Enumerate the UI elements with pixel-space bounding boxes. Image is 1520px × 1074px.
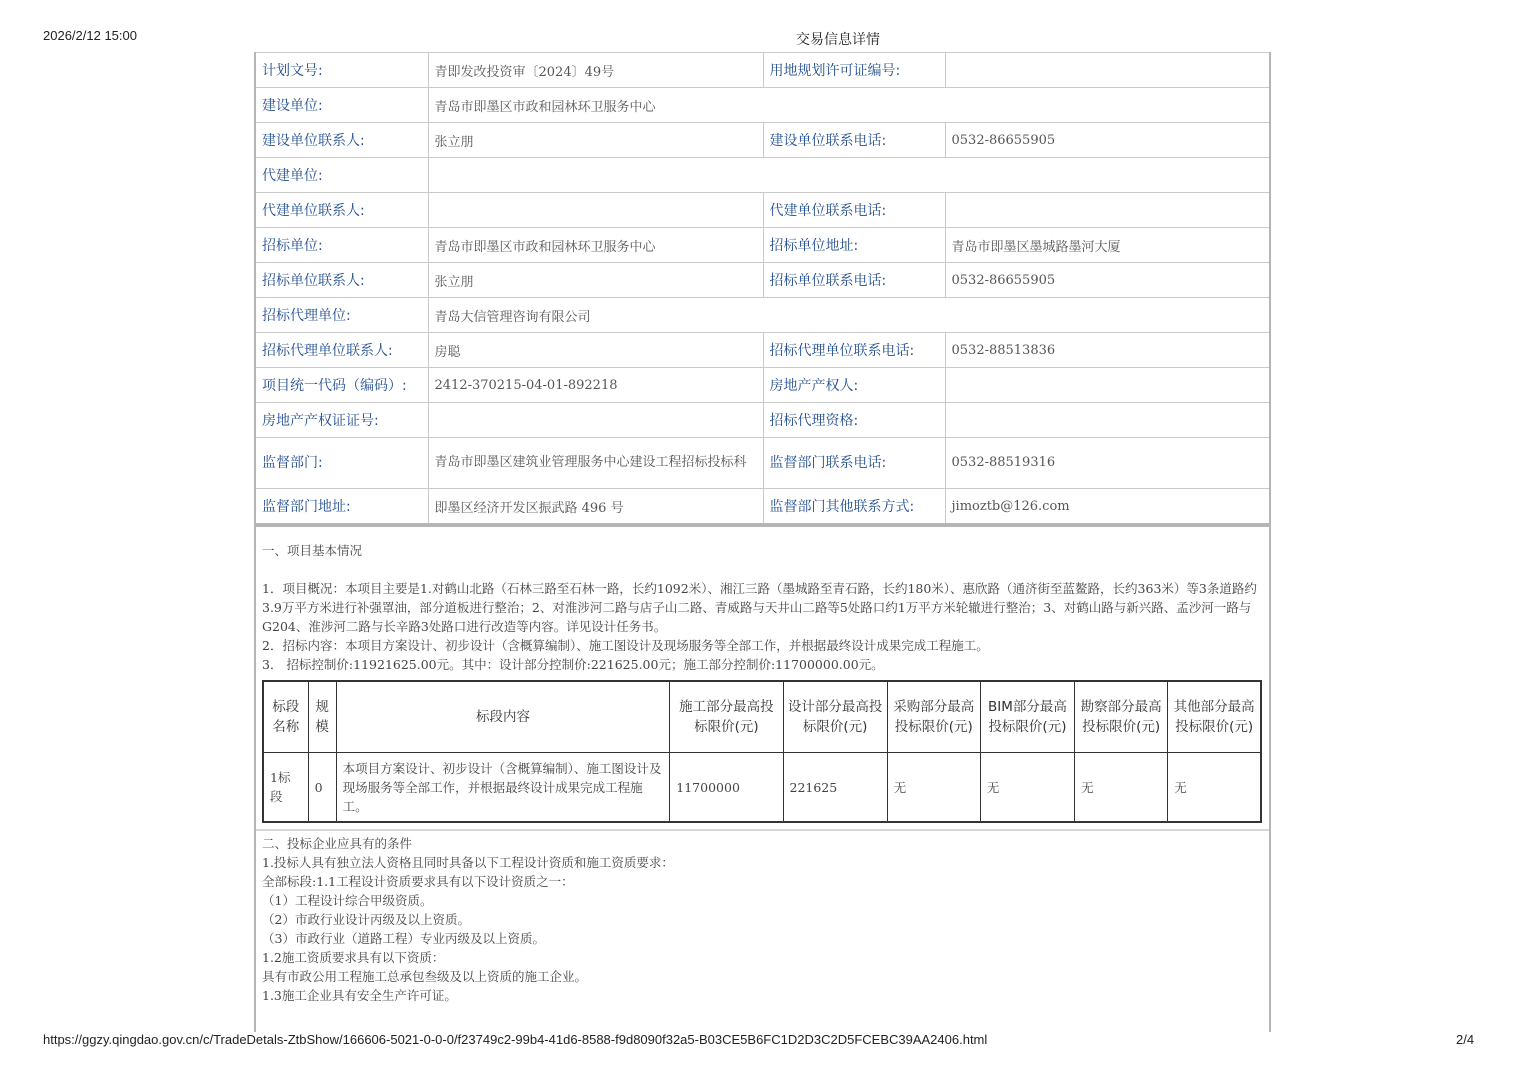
agency-contact-value: 房聪 <box>428 333 763 368</box>
info-table <box>256 52 1269 527</box>
supervisor-other-value: jimoztb@126.com <box>945 489 1269 526</box>
section-bidder-requirements <box>256 831 1269 1005</box>
info-row <box>256 53 1269 88</box>
supervisor-other-label: 监督部门其他联系方式: <box>763 489 945 526</box>
bid-cell-survey-limit: 无 <box>1075 753 1168 823</box>
tenderer-address-value: 青岛市即墨区墨城路墨河大厦 <box>945 228 1269 263</box>
property-owner-value <box>945 368 1269 403</box>
info-row <box>256 193 1269 228</box>
agency-qualification-value <box>945 403 1269 438</box>
section1-paragraph-2: 2．招标内容：本项目方案设计、初步设计（含概算编制）、施工图设计及现场服务等全部工作，并根据最终设计成果完成工程施工。 <box>262 638 989 653</box>
info-row <box>256 88 1269 123</box>
agency-phone-value: 0532-88513836 <box>945 333 1269 368</box>
supervisor-value: 青岛市即墨区建筑业管理服务中心建设工程招标投标科 <box>428 438 763 489</box>
tenderer-phone-label: 招标单位联系电话: <box>763 263 945 298</box>
agency-phone-label: 招标代理单位联系电话: <box>763 333 945 368</box>
bid-cell-construction-limit: 11700000 <box>670 753 783 823</box>
supervisor-phone-value: 0532-88519316 <box>945 438 1269 489</box>
bid-header-procurement-limit: 采购部分最高投标限价(元) <box>887 681 980 753</box>
property-owner-label: 房地产产权人: <box>763 368 945 403</box>
bid-cell-content: 本项目方案设计、初步设计（含概算编制）、施工图设计及现场服务等全部工作，并根据最终设计成果完成工程施工。 <box>336 753 670 823</box>
supervisor-address-value: 即墨区经济开发区振武路 496 号 <box>428 489 763 526</box>
supervisor-address-label: 监督部门地址: <box>256 489 428 526</box>
supervisor-label: 监督部门: <box>256 438 428 489</box>
bid-cell-scale: 0 <box>308 753 336 823</box>
requirement-line: 全部标段:1.1工程设计资质要求具有以下设计资质之一： <box>262 874 574 889</box>
land-permit-label: 用地规划许可证编号: <box>763 53 945 88</box>
bid-header-bim-limit: BIM部分最高投标限价(元) <box>980 681 1074 753</box>
agent-builder-contact-value <box>428 193 763 228</box>
agent-builder-phone-label: 代建单位联系电话: <box>763 193 945 228</box>
project-code-label: 项目统一代码（编码）: <box>256 368 428 403</box>
bid-header-survey-limit: 勘察部分最高投标限价(元) <box>1075 681 1168 753</box>
agency-qualification-label: 招标代理资格: <box>763 403 945 438</box>
bid-table-header-row <box>263 681 1261 753</box>
bid-section-table <box>262 680 1262 823</box>
bid-header-name: 标段名称 <box>263 681 308 753</box>
info-row <box>256 403 1269 438</box>
bid-cell-design-limit: 221625 <box>783 753 887 823</box>
tenderer-contact-label: 招标单位联系人: <box>256 263 428 298</box>
tenderer-address-label: 招标单位地址: <box>763 228 945 263</box>
info-row <box>256 263 1269 298</box>
agent-builder-label: 代建单位: <box>256 158 428 193</box>
builder-contact-value: 张立朋 <box>428 123 763 158</box>
requirement-line: 1.2施工资质要求具有以下资质： <box>262 950 445 965</box>
agency-value: 青岛大信管理咨询有限公司 <box>428 298 1269 333</box>
bid-cell-procurement-limit: 无 <box>887 753 980 823</box>
bid-header-scale: 规模 <box>308 681 336 753</box>
requirement-line: （1）工程设计综合甲级资质。 <box>262 893 433 908</box>
bid-cell-other-limit: 无 <box>1168 753 1261 823</box>
supervisor-phone-label: 监督部门联系电话: <box>763 438 945 489</box>
requirement-line: 具有市政公用工程施工总承包叁级及以上资质的施工企业。 <box>262 969 588 984</box>
plan-no-label: 计划文号: <box>256 53 428 88</box>
project-code-value: 2412-370215-04-01-892218 <box>428 368 763 403</box>
info-row <box>256 368 1269 403</box>
builder-label: 建设单位: <box>256 88 428 123</box>
page-title: 交易信息详情 <box>796 31 880 47</box>
tenderer-phone-value: 0532-86655905 <box>945 263 1269 298</box>
page-url: https://ggzy.qingdao.gov.cn/c/TradeDetals-ZtbShow/166606-5021-0-0-0/f23749c2-99b4-41d6-8588-f9d8090f32a5-B03CE5B6FC1D2D3C2D5FCEBC39AA2406.html <box>43 1032 988 1047</box>
info-row <box>256 489 1269 526</box>
agency-contact-label: 招标代理单位联系人: <box>256 333 428 368</box>
builder-phone-value: 0532-86655905 <box>945 123 1269 158</box>
builder-phone-label: 建设单位联系电话: <box>763 123 945 158</box>
table-row <box>263 753 1261 823</box>
tenderer-value: 青岛市即墨区市政和园林环卫服务中心 <box>428 228 763 263</box>
bid-cell-bim-limit: 无 <box>980 753 1074 823</box>
requirement-line: 1.投标人具有独立法人资格且同时具备以下工程设计资质和施工资质要求： <box>262 855 674 870</box>
requirement-line: （3）市政行业（道路工程）专业丙级及以上资质。 <box>262 931 545 946</box>
agent-builder-phone-value <box>945 193 1269 228</box>
plan-no-value: 青即发改投资审〔2024〕49号 <box>428 53 763 88</box>
bid-header-construction-limit: 施工部分最高投标限价(元) <box>670 681 783 753</box>
agency-label: 招标代理单位: <box>256 298 428 333</box>
requirement-line: 1.3施工企业具有安全生产许可证。 <box>262 988 457 1003</box>
info-row <box>256 298 1269 333</box>
section-project-overview <box>256 527 1269 674</box>
bid-header-content: 标段内容 <box>336 681 670 753</box>
section1-paragraph-3: 3． 招标控制价:11921625.00元。其中：设计部分控制价:221625.00元；施工部分控制价:11700000.00元。 <box>262 657 884 672</box>
tenderer-label: 招标单位: <box>256 228 428 263</box>
info-row <box>256 228 1269 263</box>
requirement-line: （2）市政行业设计丙级及以上资质。 <box>262 912 470 927</box>
info-row <box>256 158 1269 193</box>
info-row <box>256 438 1269 489</box>
tenderer-contact-value: 张立朋 <box>428 263 763 298</box>
builder-value: 青岛市即墨区市政和园林环卫服务中心 <box>428 88 1269 123</box>
page-number: 2/4 <box>1456 1032 1475 1047</box>
property-cert-value <box>428 403 763 438</box>
detail-frame <box>254 52 1271 1032</box>
section1-paragraph-1: 1．项目概况：本项目主要是1.对鹤山北路（石林三路至石林一路，长约1092米）、湘江三路（墨城路至青石路，长约180米）、惠欣路（通济街至蓝鳌路，长约363米）等3条道路约3.9万平方米进行补强罩油，部分道板进行整治；2、对淮涉河二路与店子山二路、青威路与天井山二路等5处路口约1万平方米轮辙进行整治；3、对鹤山路与新兴路、孟沙河一路与G204、淮涉河二路与长辛路3处路口进行改造等内容。详见设计任务书。 <box>262 581 1257 634</box>
agent-builder-value <box>428 158 1269 193</box>
agent-builder-contact-label: 代建单位联系人: <box>256 193 428 228</box>
info-row <box>256 123 1269 158</box>
land-permit-value <box>945 53 1269 88</box>
property-cert-label: 房地产产权证证号: <box>256 403 428 438</box>
bid-header-other-limit: 其他部分最高投标限价(元) <box>1168 681 1261 753</box>
print-datetime: 2026/2/12 15:00 <box>43 28 137 43</box>
bid-header-design-limit: 设计部分最高投标限价(元) <box>783 681 887 753</box>
builder-contact-label: 建设单位联系人: <box>256 123 428 158</box>
info-row <box>256 333 1269 368</box>
bid-cell-name: 1标段 <box>263 753 308 823</box>
section1-title: 一、项目基本情况 <box>262 543 363 558</box>
section2-title: 二、投标企业应具有的条件 <box>262 836 413 851</box>
